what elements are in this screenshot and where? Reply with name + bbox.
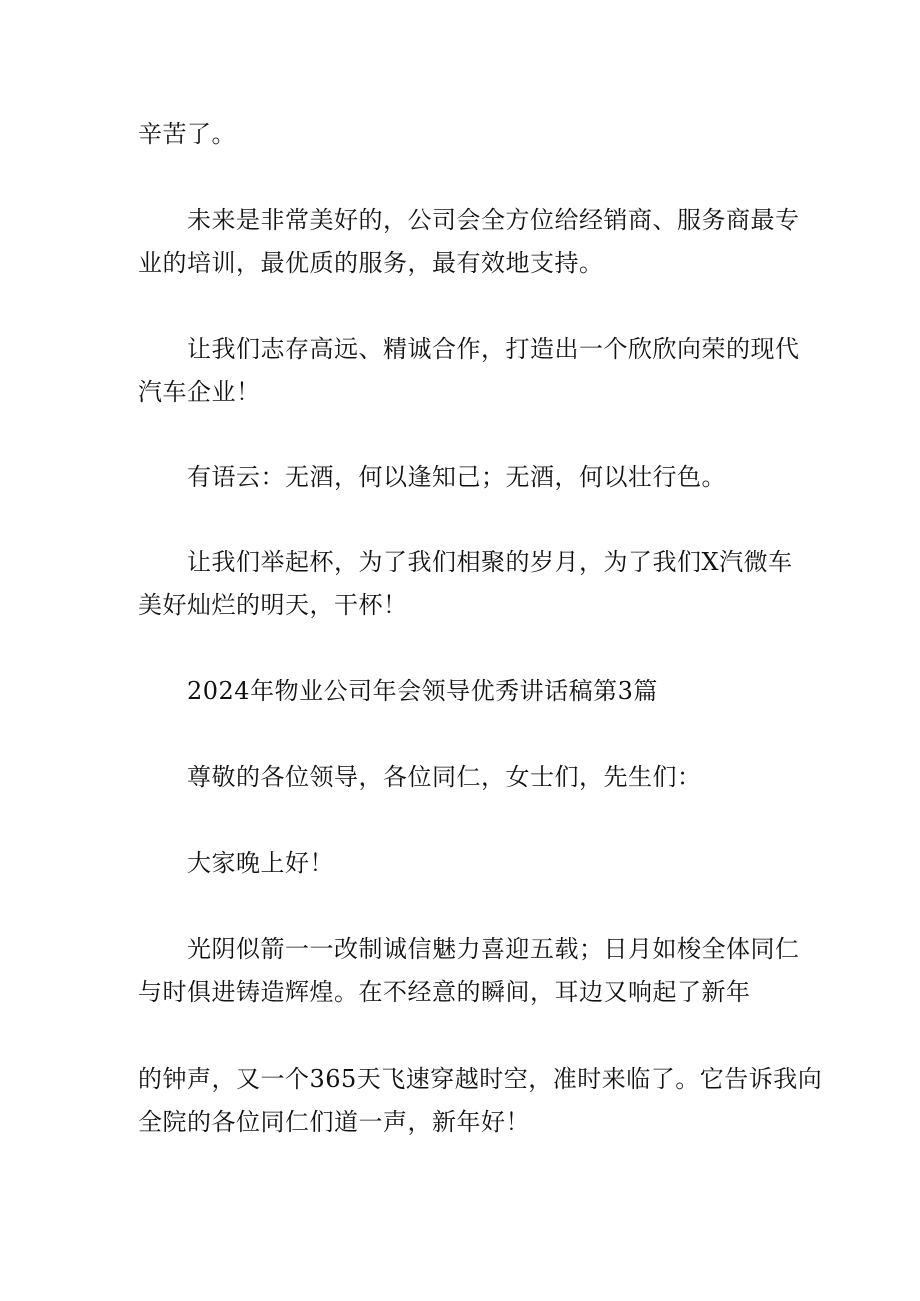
paragraph-line: 让我们志存高远、精诚合作，打造出一个欣欣向荣的现代 [187, 335, 800, 363]
paragraph-line: 美好灿烂的明天，干杯！ [138, 591, 408, 619]
paragraph-line: 业的培训，最优质的服务，最有效地支持。 [138, 249, 604, 277]
paragraph-line: 辛苦了。 [138, 120, 236, 148]
paragraph-line: 的钟声，又一个365天飞速穿越时空，准时来临了。它告诉我向 [138, 1065, 823, 1093]
paragraph-line: 有语云：无酒，何以逢知己；无酒，何以壮行色。 [187, 463, 726, 491]
paragraph-line: 光阴似箭一一改制诚信魅力喜迎五载；日月如梭全体同仁 [187, 935, 800, 963]
paragraph-line: 与时俱进铸造辉煌。在不经意的瞬间，耳边又响起了新年 [138, 978, 751, 1006]
section-heading: 2024年物业公司年会领导优秀讲话稿第3篇 [187, 677, 658, 705]
greeting-line: 尊敬的各位领导，各位同仁，女士们，先生们： [187, 763, 702, 791]
greeting-line: 大家晚上好！ [187, 849, 334, 877]
paragraph-line: 全院的各位同仁们道一声，新年好！ [138, 1108, 530, 1136]
paragraph-line: 未来是非常美好的，公司会全方位给经销商、服务商最专 [187, 206, 800, 234]
paragraph-line: 让我们举起杯，为了我们相聚的岁月，为了我们X汽微车 [187, 548, 793, 576]
paragraph-line: 汽车企业！ [138, 378, 261, 406]
